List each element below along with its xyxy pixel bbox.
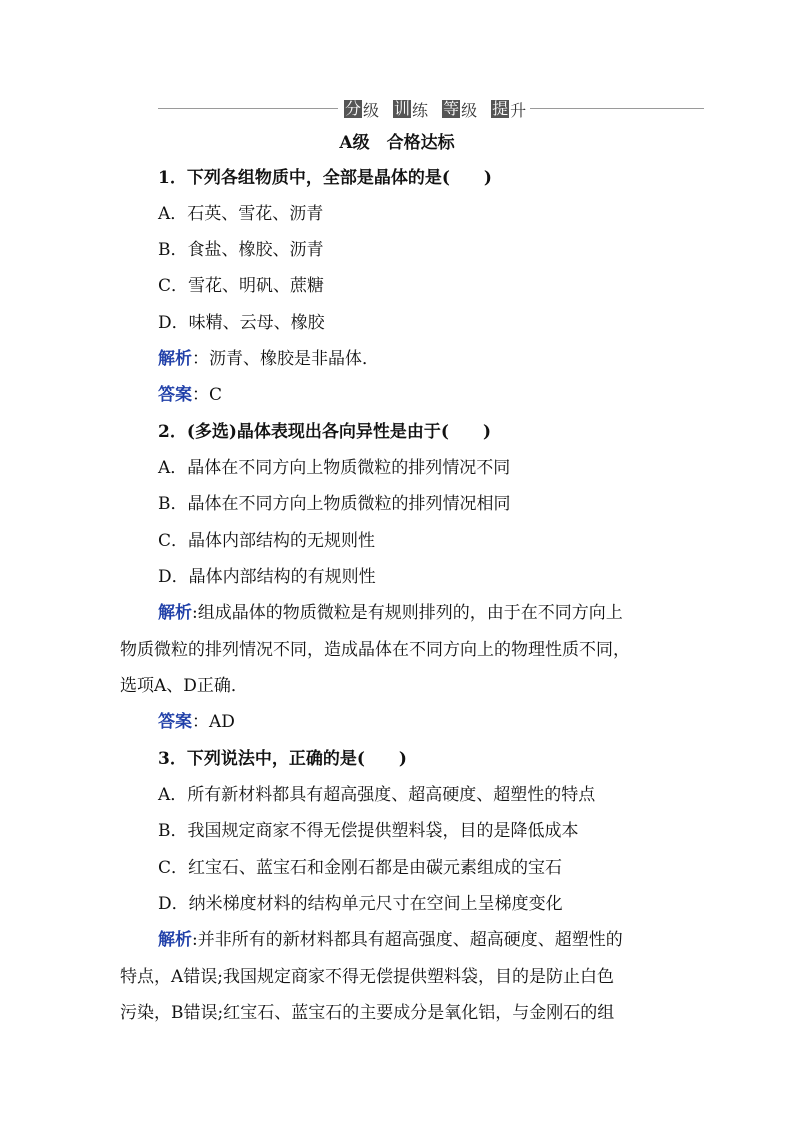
header-word-4: 提 升 xyxy=(492,99,527,120)
question-3-option-d: D．纳米梯度材料的结构单元尺寸在空间上呈梯度变化 xyxy=(158,894,563,914)
answer-label: 答案 xyxy=(158,712,192,732)
question-2-option-a: A．晶体在不同方向上物质微粒的排列情况不同 xyxy=(158,458,511,478)
header-divider-right xyxy=(530,108,704,109)
question-1-option-b: B．食盐、橡胶、沥青 xyxy=(158,240,324,260)
analysis-label: 解析 xyxy=(158,930,192,950)
header-divider-left xyxy=(158,108,338,109)
question-2-option-d: D．晶体内部结构的有规则性 xyxy=(158,567,376,587)
question-1-option-c: C．雪花、明矾、蔗糖 xyxy=(158,276,325,296)
question-3-analysis-line-3: 污染，B错误;红宝石、蓝宝石的主要成分是氧化铝，与金刚石的组 xyxy=(120,1003,615,1023)
question-3-analysis-line-2: 特点，A错误;我国规定商家不得无偿提供塑料袋，目的是防止白色 xyxy=(120,967,615,987)
question-2-stem: 2．(多选)晶体表现出各向异性是由于( ) xyxy=(158,422,492,442)
question-3-option-b: B．我国规定商家不得无偿提供塑料袋，目的是降低成本 xyxy=(158,821,579,841)
question-2-analysis-line-2: 物质微粒的排列情况不同，造成晶体在不同方向上的物理性质不同， xyxy=(120,640,630,660)
question-1-option-d: D．味精、云母、橡胶 xyxy=(158,313,325,333)
header-word-2: 训 练 xyxy=(394,99,429,120)
header-word-1: 分 级 xyxy=(345,99,380,120)
question-3-option-c: C．红宝石、蓝宝石和金刚石都是由碳元素组成的宝石 xyxy=(158,858,563,878)
answer-label: 答案 xyxy=(158,385,192,405)
question-2-analysis-line-3: 选项A、D正确． xyxy=(120,676,248,696)
question-1-answer: 答案：C xyxy=(158,385,223,405)
question-3-stem: 3．下列说法中，正确的是( ) xyxy=(158,749,407,769)
question-3-option-a: A．所有新材料都具有超高强度、超高硬度、超塑性的特点 xyxy=(158,785,596,805)
question-2-option-b: B．晶体在不同方向上物质微粒的排列情况相同 xyxy=(158,494,511,514)
section-header xyxy=(158,98,704,120)
question-3-analysis-line-1: 解析:并非所有的新材料都具有超高强度、超高硬度、超塑性的 xyxy=(158,930,623,950)
level-title: A级 合格达标 xyxy=(339,133,455,153)
analysis-label: 解析 xyxy=(158,349,192,369)
header-word-3: 等 级 xyxy=(443,99,478,120)
question-1-stem: 1．下列各组物质中，全部是晶体的是( ) xyxy=(158,168,492,188)
question-2-analysis-line-1: 解析:组成晶体的物质微粒是有规则排列的，由于在不同方向上 xyxy=(158,603,623,623)
question-2-answer: 答案：AD xyxy=(158,712,235,732)
question-2-option-c: C．晶体内部结构的无规则性 xyxy=(158,531,376,551)
question-1-analysis: 解析：沥青、橡胶是非晶体． xyxy=(158,349,379,369)
question-1-option-a: A．石英、雪花、沥青 xyxy=(158,204,324,224)
header-label xyxy=(344,98,526,120)
analysis-label: 解析 xyxy=(158,603,192,623)
